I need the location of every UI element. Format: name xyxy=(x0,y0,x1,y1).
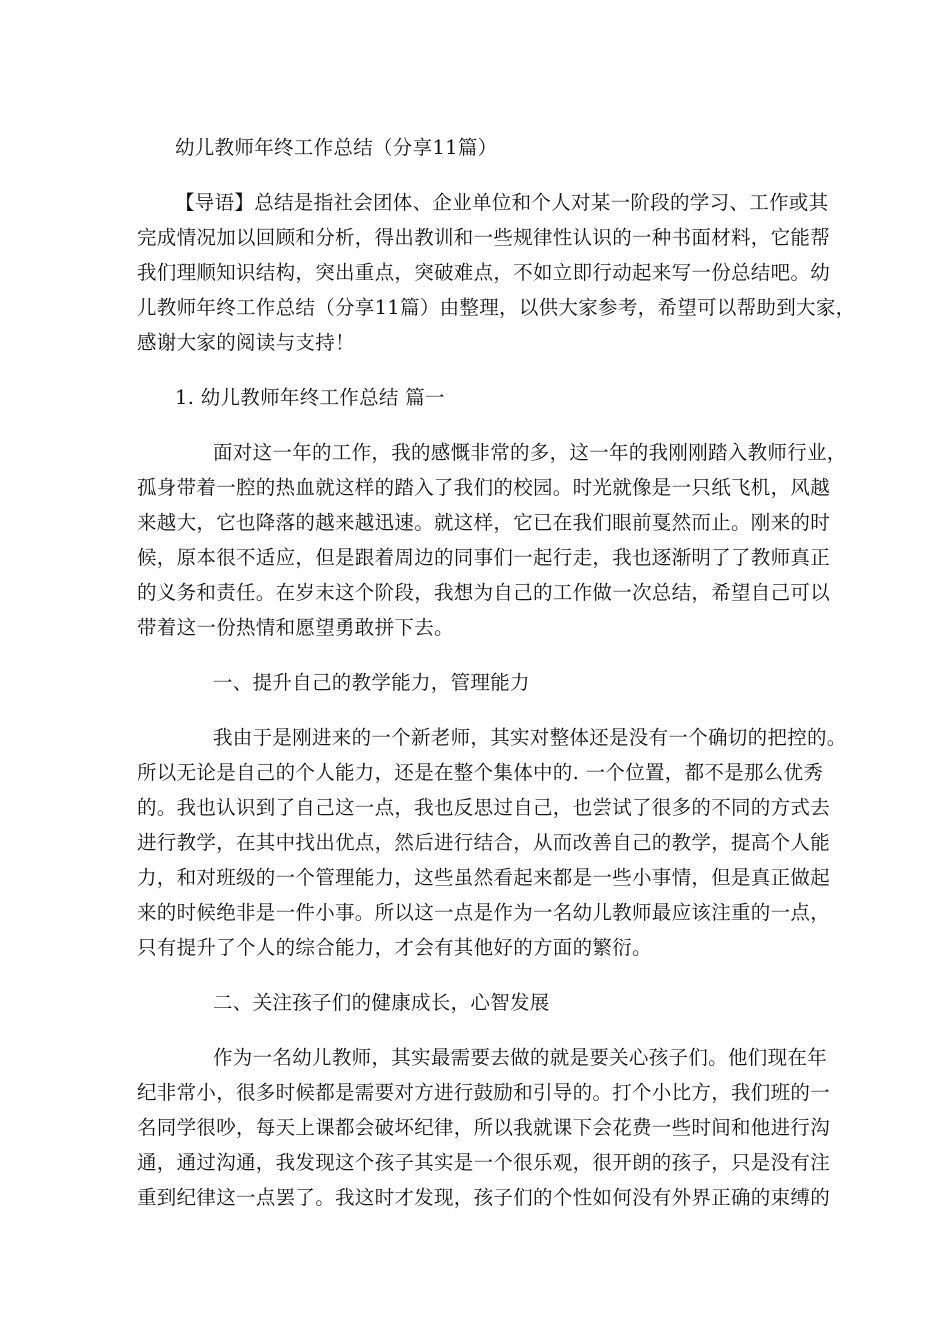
paragraph-line: 的。我也认识到了自己这一点，我也反思过自己，也尝试了很多的不同的方式去 xyxy=(137,796,831,819)
paragraph-line: 来越大，它也降落的越来越迅速。就这样，它已在我们眼前戛然而止。刚来的时 xyxy=(137,511,831,534)
paragraph-line: 名同学很吵，每天上课都会破坏纪律，所以我就课下会花费一些时间和他进行沟 xyxy=(137,1116,831,1139)
document-title: 幼儿教师年终工作总结（分享11篇） xyxy=(175,136,498,159)
paragraph-line: 带着这一份热情和愿望勇敢拼下去。 xyxy=(137,616,454,639)
paragraph-line: 通，通过沟通，我发现这个孩子其实是一个很乐观，很开朗的孩子，只是没有注 xyxy=(137,1151,831,1174)
paragraph-line: 孤身带着一腔的热血就这样的踏入了我们的校园。时光就像是一只纸飞机，风越 xyxy=(137,476,831,499)
intro-line: 【导语】总结是指社会团体、企业单位和个人对某一阶段的学习、工作或其 xyxy=(175,191,829,214)
paragraph-line: 只有提升了个人的综合能力，才会有其他好的方面的繁衍。 xyxy=(137,936,652,959)
paragraph-line: 进行教学，在其中找出优点，然后进行结合，从而改善自己的教学，提高个人能 xyxy=(137,831,831,854)
paragraph-line: 来的时候绝非是一件小事。所以这一点是作为一名幼儿教师最应该注重的一点， xyxy=(137,901,831,924)
paragraph-line: 的义务和责任。在岁末这个阶段，我想为自己的工作做一次总结，希望自己可以 xyxy=(137,581,831,604)
paragraph-line: 我由于是刚进来的一个新老师，其实对整体还是没有一个确切的把控的。 xyxy=(213,726,847,749)
paragraph-line: 力，和对班级的一个管理能力，这些虽然看起来都是一些小事情，但是真正做起 xyxy=(137,866,831,889)
intro-line: 儿教师年终工作总结（分享11篇）由整理，以供大家参考，希望可以帮助到大家， xyxy=(137,296,856,319)
intro-line: 完成情况加以回顾和分析，得出教训和一些规律性认识的一种书面材料，它能帮 xyxy=(137,226,831,249)
paragraph-line: 面对这一年的工作，我的感慨非常的多，这一年的我刚刚踏入教师行业， xyxy=(213,441,847,464)
subheading: 二、关注孩子们的健康成长，心智发展 xyxy=(213,991,550,1014)
paragraph-line: 作为一名幼儿教师，其实最需要去做的就是要关心孩子们。他们现在年 xyxy=(213,1046,827,1069)
paragraph-line: 候，原本很不适应，但是跟着周边的同事们一起行走，我也逐渐明了了教师真正 xyxy=(137,546,831,569)
intro-line: 我们理顺知识结构，突出重点，突破难点，不如立即行动起来写一份总结吧。幼 xyxy=(137,261,831,284)
intro-line: 感谢大家的阅读与支持！ xyxy=(137,331,355,354)
paragraph-line: 纪非常小，很多时候都是需要对方进行鼓励和引导的。打个小比方，我们班的一 xyxy=(137,1081,831,1104)
paragraph-line: 重到纪律这一点罢了。我这时才发现，孩子们的个性如何没有外界正确的束缚的 xyxy=(137,1186,831,1209)
paragraph-line: 所以无论是自己的个人能力，还是在整个集体中的. 一个位置，都不是那么优秀 xyxy=(137,761,824,784)
subheading: 一、提升自己的教学能力，管理能力 xyxy=(213,671,530,694)
section-heading: 1. 幼儿教师年终工作总结 篇一 xyxy=(175,386,445,409)
